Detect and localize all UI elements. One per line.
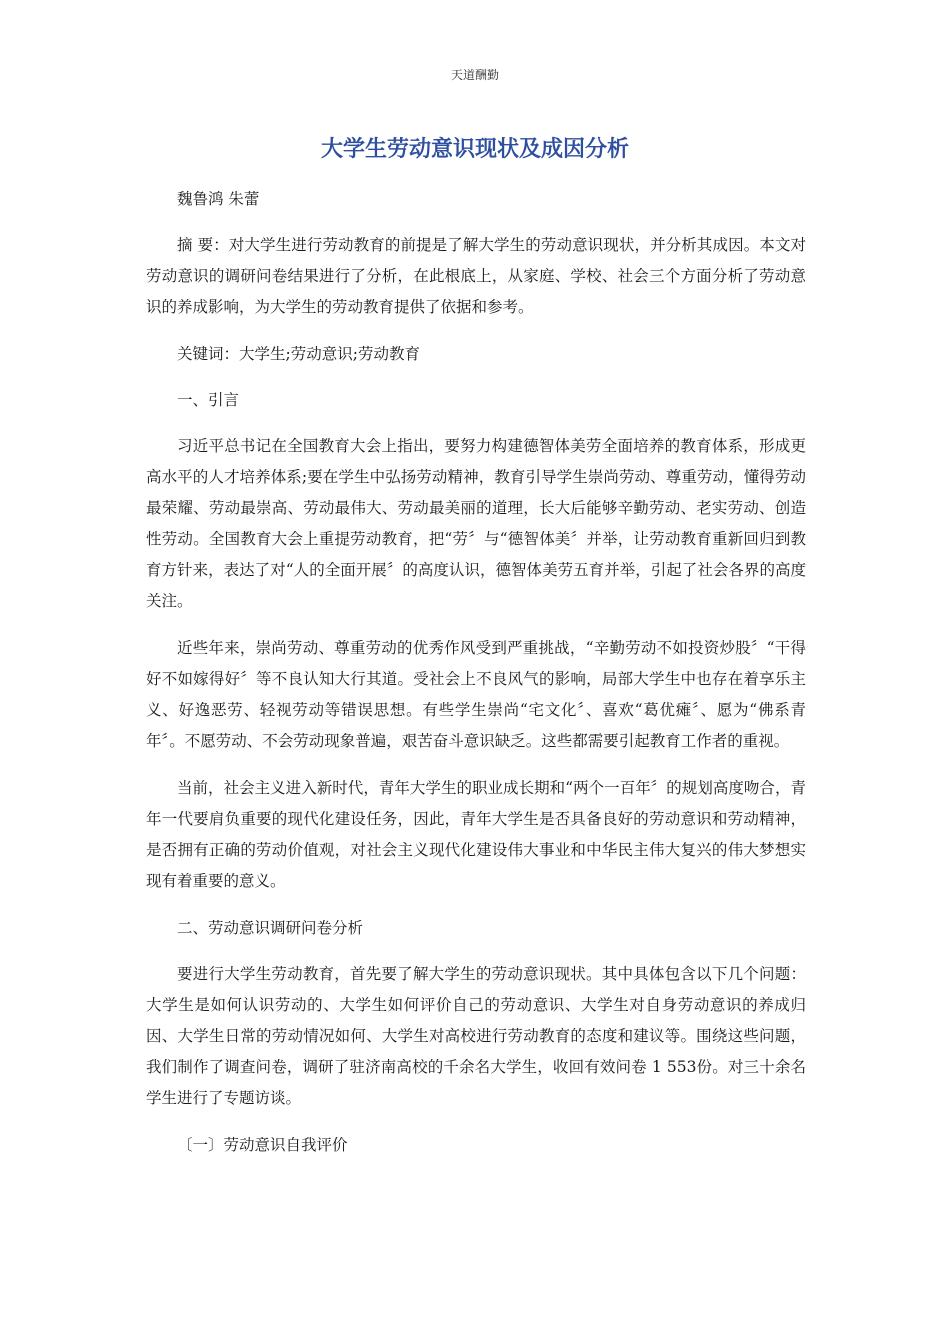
section-heading-1: 一、引言 xyxy=(177,391,240,409)
paragraph-4: 要进行大学生劳动教育，首先要了解大学生的劳动意识现状。其中具体包含以下几个问题：大学生是如何认识劳动的、大学生如何评价自己的劳动意识、大学生对自身劳动意识的养成归因、大学生日常的劳动情况如何、大学生对高校进行劳动教育的态度和建议等。围绕这些问题，我们制作了调查问卷，调研了驻济南高校的千余名大学生，收回有效问卷 1 553份。对三十余名学生进行了专题访谈。 xyxy=(146,965,806,1107)
document-body xyxy=(146,184,806,1176)
section-heading-2: 二、劳动意识调研问卷分析 xyxy=(177,919,364,937)
page-header: 天道酬勤 xyxy=(450,68,499,82)
subsection-heading-1: 〔一〕劳动意识自我评价 xyxy=(177,1136,348,1154)
document-title: 大学生劳动意识现状及成因分析 xyxy=(320,137,629,162)
authors: 魏鲁鸿 朱蕾 xyxy=(177,190,260,208)
paragraph-1: 习近平总书记在全国教育大会上指出，要努力构建德智体美劳全面培养的教育体系，形成更高水平的人才培养体系;要在学生中弘扬劳动精神，教育引导学生崇尚劳动、尊重劳动，懂得劳动最荣耀、劳动最崇高、劳动最伟大、劳动最美丽的道理，长大后能够辛勤劳动、老实劳动、创造性劳动。全国教育大会上重提劳动教育，把“劳〞与“德智体美〞并举，让劳动教育重新回归到教育方针来，表达了对“人的全面开展〞的高度认识，德智体美劳五育并举，引起了社会各界的高度关注。 xyxy=(146,437,806,610)
abstract: 摘 要：对大学生进行劳动教育的前提是了解大学生的劳动意识现状，并分析其成因。本文对劳动意识的调研问卷结果进行了分析，在此根底上，从家庭、学校、社会三个方面分析了劳动意识的养成影响，为大学生的劳动教育提供了依据和参考。 xyxy=(146,236,806,316)
keywords: 关键词：大学生;劳动意识;劳动教育 xyxy=(177,345,420,363)
paragraph-2: 近些年来，崇尚劳动、尊重劳动的优秀作风受到严重挑战，“辛勤劳动不如投资炒股〞“干得好不如嫁得好〞等不良认知大行其道。受社会上不良风气的影响，局部大学生中也存在着享乐主义、好逸恶劳、轻视劳动等错误思想。有些学生崇尚“宅文化〞、喜欢“葛优瘫〞、愿为“佛系青年〞。不愿劳动、不会劳动现象普遍，艰苦奋斗意识缺乏。这些都需要引起教育工作者的重视。 xyxy=(146,639,806,750)
paragraph-3: 当前，社会主义进入新时代，青年大学生的职业成长期和“两个一百年〞的规划高度吻合，青年一代要肩负重要的现代化建设任务，因此，青年大学生是否具备良好的劳动意识和劳动精神，是否拥有正确的劳动价值观，对社会主义现代化建设伟大事业和中华民主伟大复兴的伟大梦想实现有着重要的意义。 xyxy=(146,779,806,890)
